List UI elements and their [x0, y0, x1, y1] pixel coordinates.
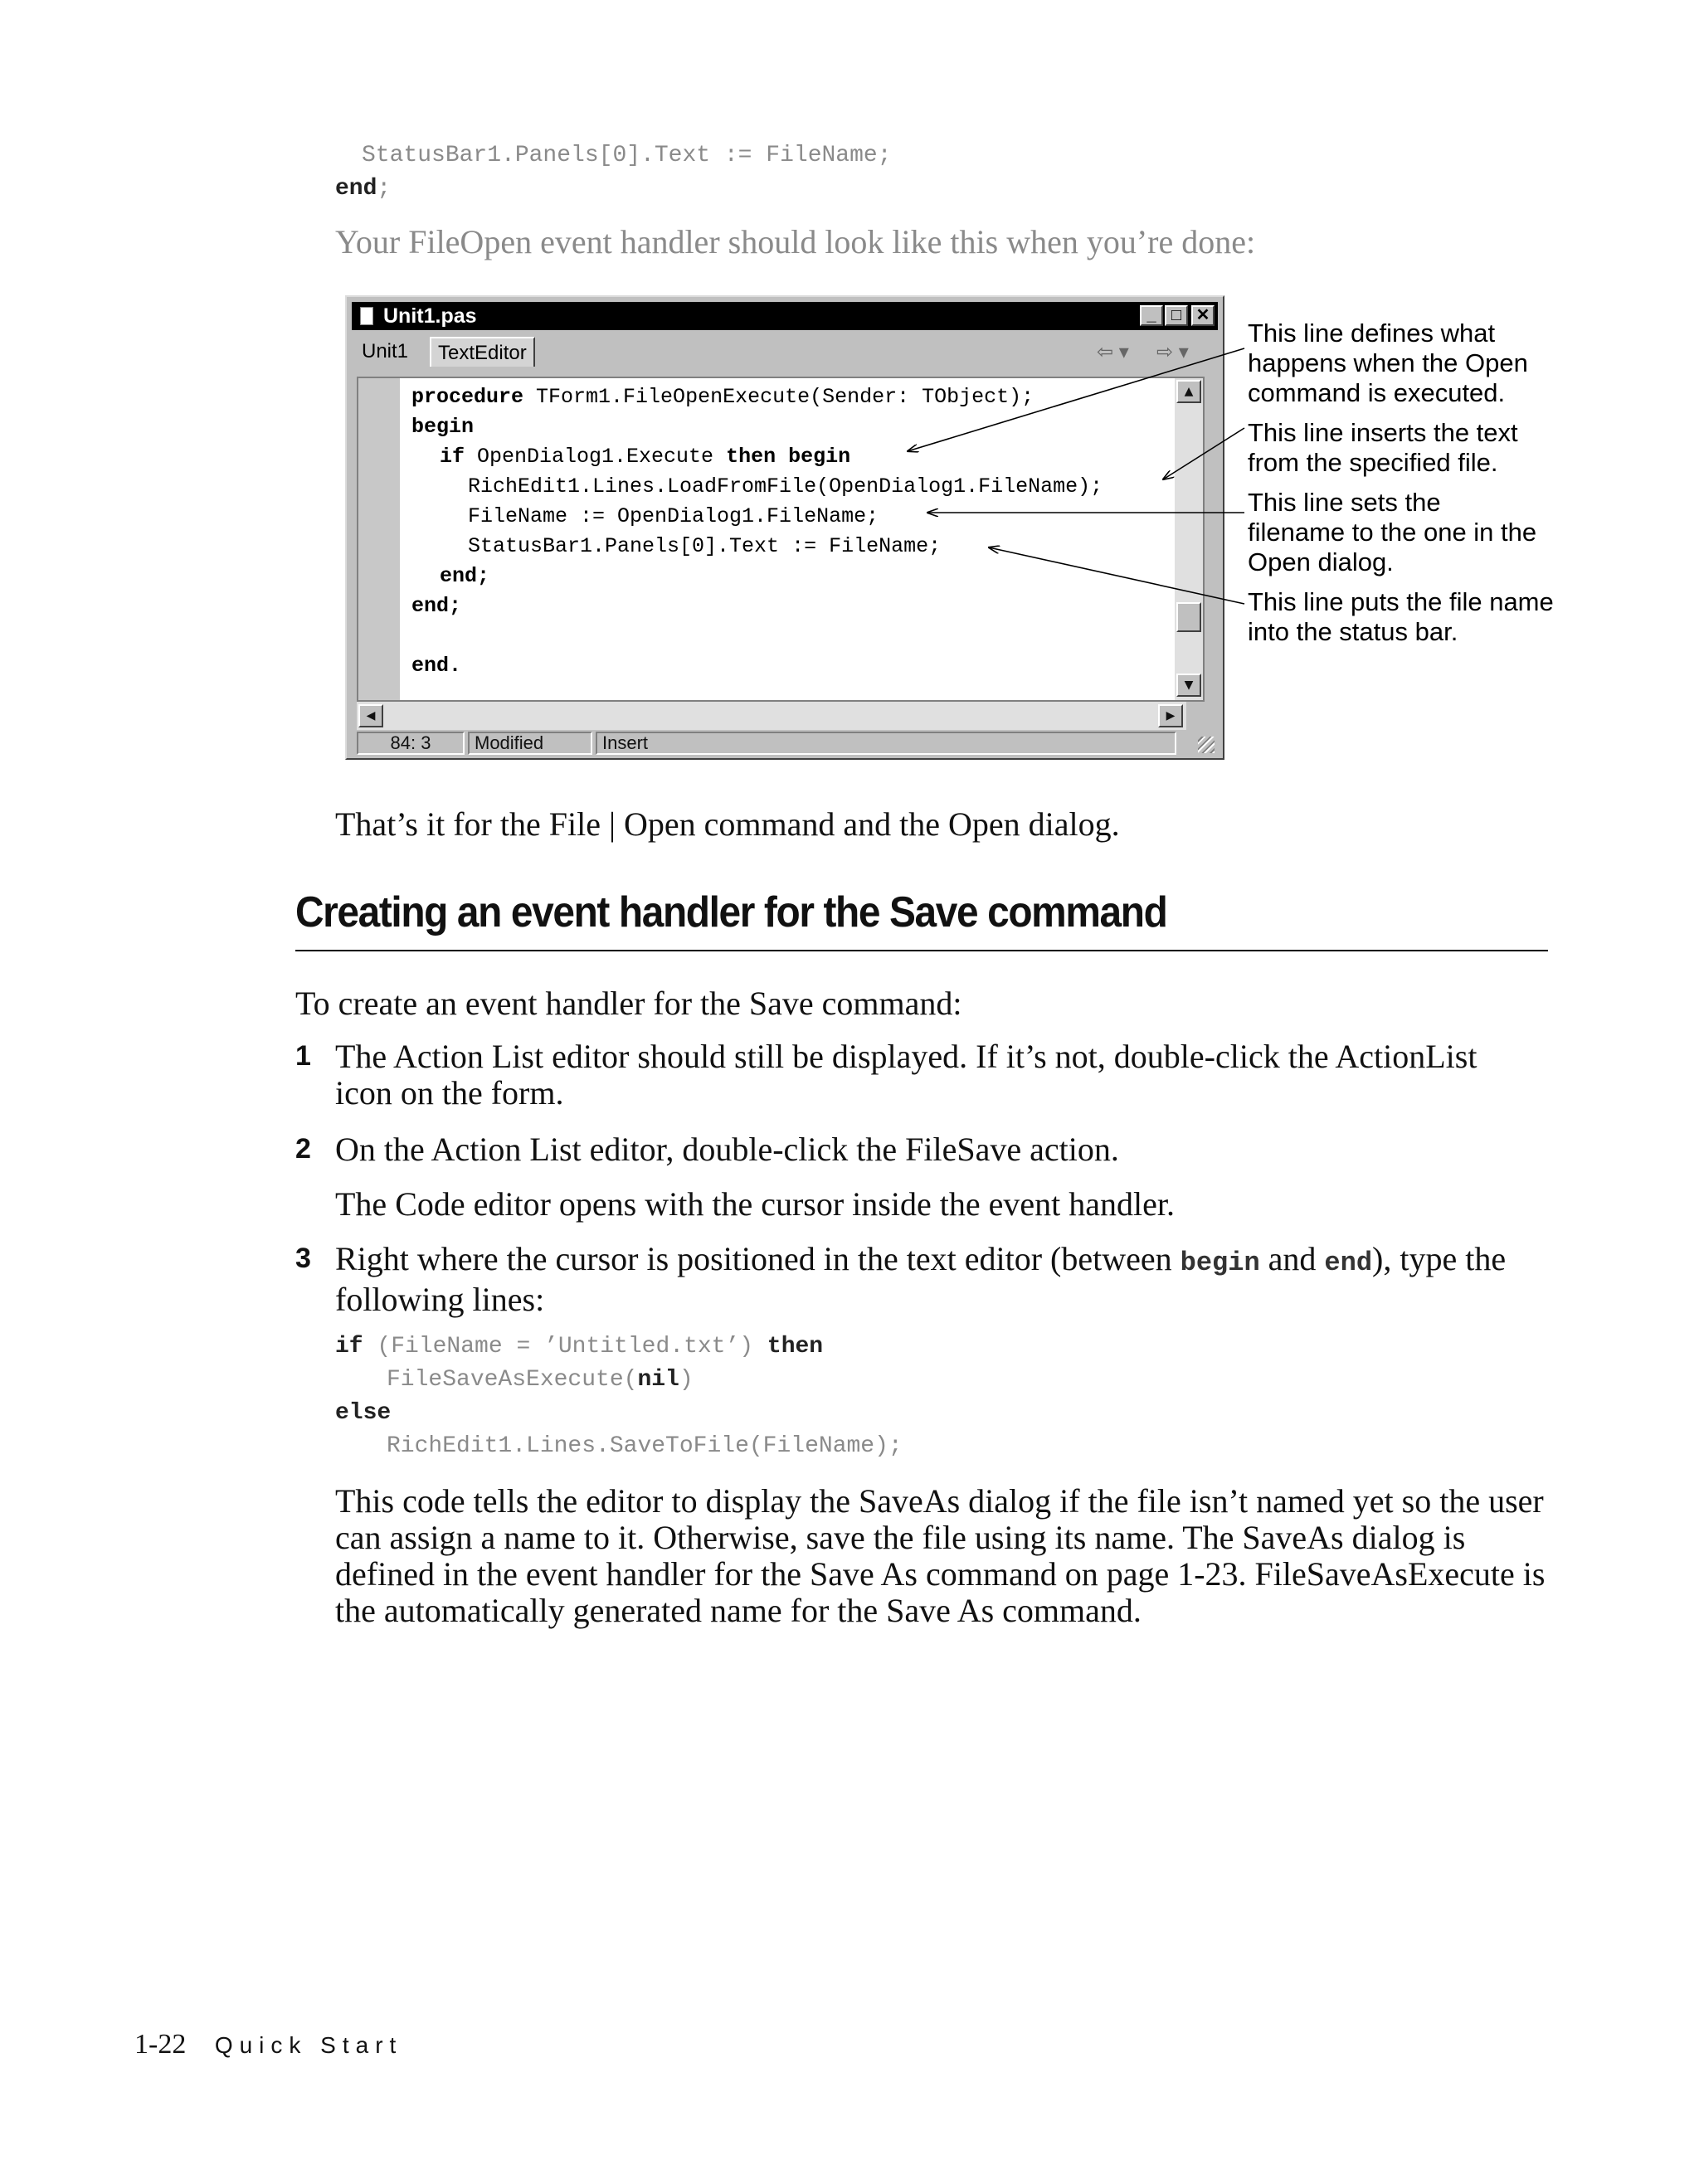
code-text: RichEdit1.Lines.SaveToFile(FileName);	[387, 1433, 903, 1459]
keyword: begin	[788, 445, 851, 469]
step-2-note: The Code editor opens with the cursor inside the event handler.	[335, 1185, 1175, 1223]
code-text: FileSaveAsExecute(	[387, 1367, 638, 1393]
scroll-left-icon[interactable]: ◀	[358, 704, 383, 727]
save-code-line-2	[387, 1367, 694, 1393]
step-1-text: The Action List editor should still be displayed. If it’s not, double-click the ActionList icon on the form.	[335, 1038, 1477, 1111]
scroll-down-icon[interactable]: ▼	[1176, 674, 1201, 697]
inline-code-begin: begin	[1180, 1248, 1260, 1278]
maximize-button[interactable]: □	[1165, 305, 1188, 326]
step-2-number: 2	[295, 1133, 311, 1165]
intro-sentence: Your FileOpen event handler should look like this when you’re done:	[335, 223, 1256, 260]
callout-1: This line defines what happens when the Open command is executed.	[1248, 319, 1528, 407]
keyword: end.	[411, 654, 462, 678]
code-keyword: else	[335, 1400, 392, 1426]
code-text: )	[679, 1367, 694, 1393]
scroll-right-icon[interactable]: ▶	[1158, 704, 1183, 727]
callout-arrow-4	[989, 547, 1244, 604]
callout-2: This line inserts the text from the specified file.	[1248, 418, 1518, 477]
minimize-button[interactable]: _	[1140, 305, 1163, 326]
save-code-line-4	[387, 1433, 903, 1459]
save-code-line-3	[335, 1400, 391, 1426]
window-title: Unit1.pas	[383, 304, 477, 328]
editor-line-8: end;	[411, 594, 462, 618]
step-3-text-b: and	[1259, 1240, 1325, 1277]
to-create-sentence: To create an event handler for the Save command:	[295, 985, 962, 1022]
thats-it-sentence: That’s it for the File | Open command and the Open dialog.	[335, 805, 1120, 843]
code-text: ;	[377, 176, 392, 202]
editor-line-7: end;	[440, 564, 490, 588]
status-position: 84: 3	[357, 732, 465, 755]
keyword: end	[411, 594, 450, 618]
nav-back-button[interactable]: ⇦ ▾	[1097, 341, 1129, 363]
scroll-up-icon[interactable]: ▲	[1176, 380, 1201, 403]
code-keyword: nil	[637, 1367, 679, 1393]
explanation-paragraph: This code tells the editor to display the SaveAs dialog if the file isn’t named yet so the user can assign a name to it. Otherwise, save the file using its name. The SaveAs dialog is defined in the event handler for the Save As command on page 1-23. FileSaveAsExecute is the automatically generated name for the Save As command.	[335, 1482, 1546, 1629]
code-text: StatusBar1.Panels[0].Text := FileName;	[362, 143, 892, 168]
callout-arrows	[0, 0, 1699, 829]
code-keyword: if	[335, 1334, 363, 1360]
callout-3: This line sets the filename to the one in the Open dialog.	[1248, 488, 1537, 576]
inline-code-end: end	[1324, 1248, 1373, 1278]
nav-forward-button[interactable]: ⇨ ▾	[1156, 341, 1189, 363]
callout-arrow-1	[908, 348, 1244, 451]
editor-line-6: StatusBar1.Panels[0].Text := FileName;	[468, 534, 942, 558]
step-3-text	[335, 1241, 1563, 1318]
callout-4: This line puts the file name into the status bar.	[1248, 587, 1554, 646]
editor-line-4: RichEdit1.Lines.LoadFromFile(OpenDialog1.FileName);	[468, 474, 1103, 499]
callout-arrow-2	[1163, 428, 1244, 479]
editor-line-5: FileName := OpenDialog1.FileName;	[468, 504, 879, 528]
code-text: OpenDialog1.Execute	[465, 445, 727, 469]
step-3-text-a: Right where the cursor is positioned in the text editor (between	[335, 1240, 1181, 1277]
close-button[interactable]: ✕	[1191, 305, 1215, 326]
code-keyword: end	[335, 176, 377, 202]
code-text: (FileName = ’Untitled.txt’)	[363, 1334, 767, 1360]
page-number: 1-22	[134, 2029, 187, 2060]
save-code-line-1	[335, 1334, 823, 1360]
keyword: procedure	[411, 385, 524, 409]
step-2-text: On the Action List editor, double-click the FileSave action.	[335, 1131, 1119, 1168]
heading-rule	[295, 950, 1548, 951]
keyword: then	[726, 445, 776, 469]
code-text: TForm1.FileOpenExecute(Sender: TObject);	[523, 385, 1034, 409]
status-modified: Modified	[468, 732, 592, 755]
tab-texteditor[interactable]: TextEditor	[430, 337, 535, 367]
keyword: end	[440, 564, 478, 588]
tab-unit1[interactable]: Unit1	[362, 340, 409, 362]
footer-title: Quick Start	[214, 2032, 403, 2058]
status-mode: Insert	[596, 732, 1176, 755]
step-3-number: 3	[295, 1243, 311, 1274]
step-1-number: 1	[295, 1040, 311, 1072]
step-3-text-c: ), type the following lines:	[335, 1240, 1507, 1318]
keyword: begin	[411, 415, 475, 439]
keyword: if	[440, 445, 465, 469]
code-keyword: then	[767, 1334, 824, 1360]
page-footer	[134, 2029, 402, 2060]
section-heading: Creating an event handler for the Save command	[295, 888, 1167, 936]
